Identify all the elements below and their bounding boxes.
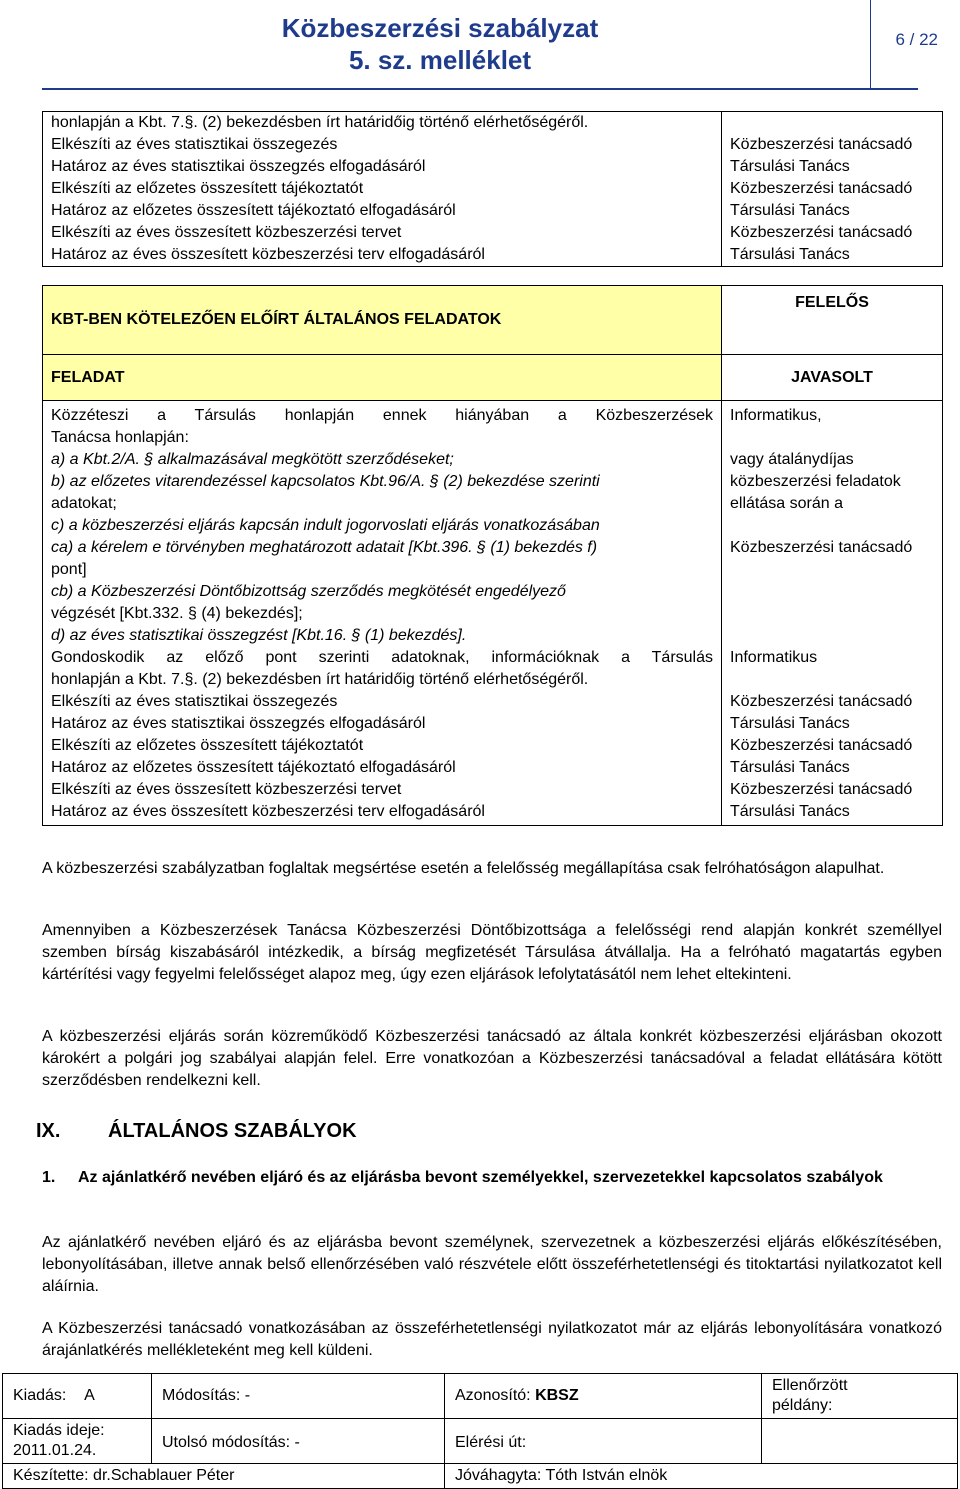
task-cell <box>43 112 722 267</box>
task-line: Elkészíti az éves statisztikai összegezés <box>51 136 338 153</box>
task-line: Határoz az előzetes összesített tájékoztató elfogadásáról <box>51 759 456 776</box>
footer-path: Elérési út: <box>445 1419 762 1464</box>
page-header <box>0 0 960 90</box>
task-line: d) az éves statisztikai összegzést [Kbt.16. § (1) bekezdés]. <box>51 627 467 644</box>
task-line: Elkészíti az éves összesített közbeszerzési tervet <box>51 224 402 241</box>
paragraph-advisor-declaration: A Közbeszerzési tanácsadó vonatkozásában az összeférhetetlenségi nyilatkozatot már az eljárás lebonyolítására vonatkozó árajánlatkérés mellékleteként meg kell küldeni. <box>42 1320 942 1359</box>
column-header-suggested: JAVASOLT <box>722 355 943 401</box>
footer-prepared-by: Készítette: dr.Schablauer Péter <box>3 1464 445 1489</box>
responsible-line: Informatikus, <box>730 407 822 424</box>
responsible-line: Közbeszerzési tanácsadó <box>730 693 913 710</box>
footer-modification: Módosítás: - <box>152 1374 445 1419</box>
document-footer <box>2 1373 958 1489</box>
section-number: IX. <box>36 1120 61 1142</box>
section-title: ÁLTALÁNOS SZABÁLYOK <box>108 1120 357 1142</box>
footer-identifier: Azonosító: KBSZ <box>445 1374 762 1419</box>
column-header-responsible: FELELŐS <box>722 286 943 355</box>
task-line: Elkészíti az előzetes összesített tájékoztatót <box>51 180 364 197</box>
responsible-line: Informatikus <box>730 649 818 666</box>
task-line: adatokat; <box>51 495 117 512</box>
task-line: végzését [Kbt.332. § (4) bekezdés]; <box>51 605 303 622</box>
responsible-line: Közbeszerzési tanácsadó <box>730 737 913 754</box>
task-line: Határoz az éves összesített közbeszerzési terv elfogadásáról <box>51 803 485 820</box>
document-subtitle: 5. sz. melléklet <box>348 45 532 75</box>
task-line: honlapján a Kbt. 7.§. (2) bekezdésben írt határidőig történő elérhetőségéről. <box>51 114 589 131</box>
subsection-number: 1. <box>42 1169 56 1186</box>
responsible-description-cell <box>722 401 943 826</box>
responsible-line: Közbeszerzési tanácsadó <box>730 180 913 197</box>
column-header-task: FELADAT <box>43 355 722 401</box>
responsible-line: közbeszerzési feladatok <box>730 473 901 490</box>
responsible-line: Közbeszerzési tanácsadó <box>730 224 913 241</box>
task-line: Határoz az éves összesített közbeszerzési terv elfogadásáról <box>51 246 485 263</box>
paragraph-declaration: Az ajánlatkérő nevében eljáró és az eljárásba bevont személynek, szervezetnek a közbeszerzési eljárás előkészítésében, lebonyolításában, illetve annak belső ellenőrzésében való részvétele előtt összeférhetetlenségi és titoktartási nyilatkozatot kell aláírnia. <box>42 1234 942 1295</box>
task-description-cell <box>43 401 722 826</box>
responsible-line: ellátása során a <box>730 495 843 512</box>
task-line: Tanácsa honlapján: <box>51 429 189 446</box>
task-line: Elkészíti az előzetes összesített tájékoztatót <box>51 737 364 754</box>
task-line: Elkészíti az éves statisztikai összegezés <box>51 693 338 710</box>
responsible-line: Társulási Tanács <box>730 803 850 820</box>
header-rule <box>42 88 918 90</box>
responsible-line: Társulási Tanács <box>730 759 850 776</box>
page-number: 6 / 22 <box>895 30 938 49</box>
footer-checked-copy: Ellenőrzött példány: <box>762 1374 958 1419</box>
task-line: b) az előzetes vitarendezéssel kapcsolatos Kbt.96/A. § (2) bekezdése szerinti <box>51 473 600 490</box>
header-separator <box>870 0 871 88</box>
responsible-line: Közbeszerzési tanácsadó <box>730 136 913 153</box>
task-line: Határoz az éves statisztikai összegzés elfogadásáról <box>51 158 426 175</box>
footer-approved-by: Jóváhagyta: Tóth István elnök <box>445 1464 958 1489</box>
table-heading: KBT-BEN KÖTELEZŐEN ELŐÍRT ÁLTALÁNOS FELADATOK <box>51 311 502 328</box>
footer-edition: Kiadás: A <box>3 1374 152 1419</box>
responsible-line: Közbeszerzési tanácsadó <box>730 539 913 556</box>
paragraph-liability: A közbeszerzési szabályzatban foglaltak megsértése esetén a felelősség megállapítása csak felróhatóságon alapulhat. <box>42 860 885 877</box>
task-line: a) a Kbt.2/A. § alkalmazásával megkötött szerződéseket; <box>51 451 454 468</box>
document-title: Közbeszerzési szabályzat <box>281 13 599 43</box>
responsible-line: Társulási Tanács <box>730 158 850 175</box>
task-line: Gondoskodik az előző pont szerinti adatoknak, információknak a Társulás <box>51 649 713 666</box>
paragraph-advisor-liability: A közbeszerzési eljárás során közreműködő Közbeszerzési tanácsadó az általa konkrét közbeszerzési eljárásban okozott károkért a polgári jog szabályai alapján felel. Erre vonatkozóan a Közbeszerzési tanácsadóval a feladat ellátására kötött szerződésben rendelkezni kell. <box>42 1028 942 1089</box>
footer-last-modification: Utolsó módosítás: - <box>152 1419 445 1464</box>
task-line: cb) a Közbeszerzési Döntőbizottság szerződés megkötését engedélyező <box>51 583 566 600</box>
task-line: pont] <box>51 561 87 578</box>
footer-issue-date: Kiadás ideje: 2011.01.24. <box>3 1419 152 1464</box>
general-tasks-table <box>42 285 943 826</box>
responsibility-table-continued <box>42 111 943 267</box>
paragraph-fines: Amennyiben a Közbeszerzések Tanácsa Közbeszerzési Döntőbizottsága a felelősségi rend alapján konkrét személlyel szemben bírság kiszabásáról intézkedik, a bírság megfizetését Társulása átvállalja. Ha a felróható magatartás egyben kártérítési vagy fegyelmi felelősséget alapoz meg, úgy ezen eljárások lefolytatásától nem lehet eltekinteni. <box>42 922 942 983</box>
table-heading-cell <box>43 286 722 355</box>
subsection-title: Az ajánlatkérő nevében eljáró és az eljárásba bevont személyekkel, szervezetekkel kapcsolatos szabályok <box>78 1169 883 1186</box>
task-line: Közzéteszi a Társulás honlapján ennek hiányában a Közbeszerzések <box>51 407 713 424</box>
responsible-line: vagy átalánydíjas <box>730 451 854 468</box>
task-line: honlapján a Kbt. 7.§. (2) bekezdésben írt határidőig történő elérhetőségéről. <box>51 671 589 688</box>
responsible-line: Közbeszerzési tanácsadó <box>730 781 913 798</box>
task-line: Elkészíti az éves összesített közbeszerzési tervet <box>51 781 402 798</box>
responsible-cell <box>722 112 943 267</box>
task-line: Határoz az éves statisztikai összegzés elfogadásáról <box>51 715 426 732</box>
responsible-line: Társulási Tanács <box>730 202 850 219</box>
responsible-line: Társulási Tanács <box>730 715 850 732</box>
task-line: ca) a kérelem e törvényben meghatározott adatait [Kbt.396. § (1) bekezdés f) <box>51 539 598 556</box>
task-line: c) a közbeszerzési eljárás kapcsán indult jogorvoslati eljárás vonatkozásában <box>51 517 600 534</box>
responsible-line: Társulási Tanács <box>730 246 850 263</box>
task-line: Határoz az előzetes összesített tájékoztató elfogadásáról <box>51 202 456 219</box>
